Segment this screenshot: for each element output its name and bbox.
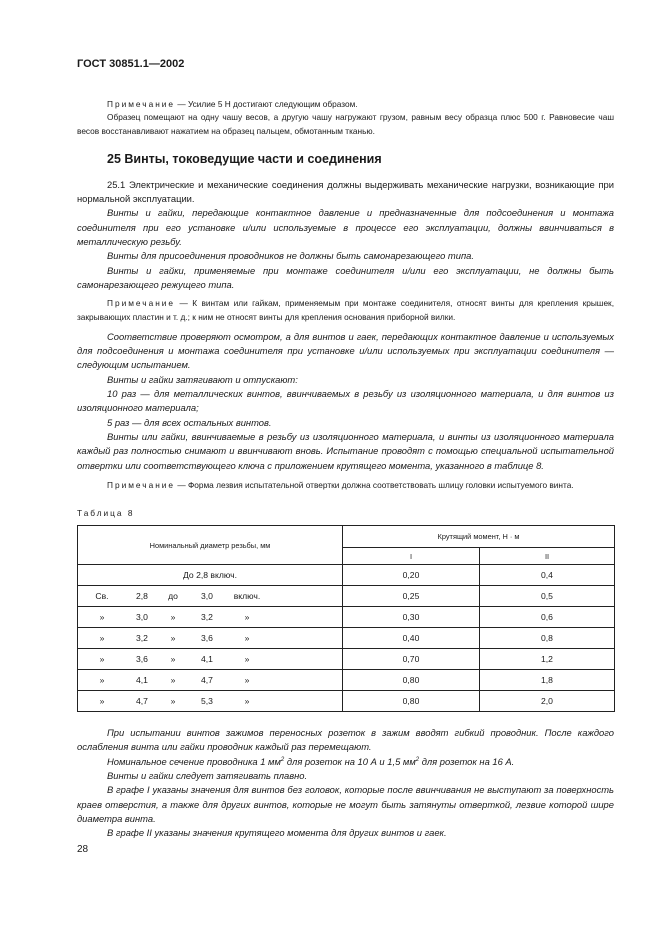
table-row <box>78 691 615 712</box>
cell-torque-I: 0,20 <box>343 565 480 586</box>
range-suffix: » <box>244 654 250 665</box>
range-from: 2,8 <box>136 591 148 602</box>
torque-table <box>77 525 615 712</box>
range-to: 5,3 <box>201 696 213 707</box>
cell-torque-I: 0,80 <box>343 691 480 712</box>
table-caption: Таблица 8 <box>77 508 135 519</box>
table-row <box>78 649 615 670</box>
paragraph-tighten-smoothly: Винты и гайки следует затягивать плавно. <box>107 770 308 782</box>
range-suffix: включ. <box>233 591 261 602</box>
paragraph-screws-cutting: Винты и гайки, применяемые при монтаже соединителя и/или его эксплуатации, не должны быть самонарезающего режущего типа. <box>77 264 614 290</box>
cell-diameter <box>78 691 343 712</box>
table-row <box>78 586 615 607</box>
range-to-label: » <box>170 633 176 644</box>
note-text: — К винтам или гайкам, применяемым при монтаже соединителя, относят винты для крепления крышек, закрывающих пластин и т. д.; к ним не относят винты для крепления основания приборной вилки. <box>77 298 614 322</box>
paragraph-test-procedure: Винты или гайки, ввинчиваемые в резьбу из изоляционного материала, и винты из изоляционного материала каждый раз полностью снимают и ввинчивают вновь. Испытание проводят с помощью специальной испытательной отвертки или соответствующего ключа с приложением крутящего момента, указанного в таблице 8. <box>77 430 614 471</box>
cell-diameter <box>78 670 343 691</box>
range-to: 4,7 <box>201 675 213 686</box>
cell-diameter: До 2,8 включ. <box>78 565 343 586</box>
cell-torque-I: 0,40 <box>343 628 480 649</box>
paragraph-cross-section <box>77 755 614 769</box>
paragraph-column-I: В графе I указаны значения для винтов без головок, которые после ввинчивания не выступают за поверхность краев отверстия, а также для других винтов, которые не могут быть затянуты отверткой, лезвие которой шире диаметра винта. <box>77 784 614 824</box>
superscript: 2 <box>280 756 285 763</box>
note-text: — Усилие 5 Н достигают следующим образом. <box>175 99 358 109</box>
page-content <box>77 98 614 841</box>
range-prefix: » <box>99 612 105 623</box>
range-to: 3,2 <box>201 612 213 623</box>
cell-torque-I: 0,70 <box>343 649 480 670</box>
paragraph-column-II: В графе II указаны значения крутящего момента для других винтов и гаек. <box>107 827 447 839</box>
paragraph-25-1: 25.1 Электрические и механические соединения должны выдерживать механические нагрузки, возникающие при нормальной эксплуатации. <box>77 178 614 205</box>
header-diameter: Номинальный диаметр резьбы, мм <box>78 526 343 565</box>
table-row <box>78 565 615 586</box>
range-suffix: » <box>244 612 250 623</box>
table-row <box>78 607 615 628</box>
range-to: 4,1 <box>201 654 213 665</box>
cell-diameter <box>78 628 343 649</box>
paragraph-screws-self-tapping: Винты для присоединения проводников не должны быть самонарезающего типа. <box>107 250 474 262</box>
page-number: 28 <box>77 844 89 855</box>
range-suffix: » <box>244 696 250 707</box>
paragraph-tighten: Винты и гайки затягивают и отпускают: <box>107 373 298 385</box>
header-col-I: I <box>343 548 480 565</box>
document-header: ГОСТ 30851.1—2002 <box>77 58 185 70</box>
paragraph-flexible-conductor: При испытании винтов зажимов переносных розеток в зажим вводят гибкий проводник. После каждого ослабления винта или гайки проводник каждый раз перемещают. <box>77 727 614 753</box>
range-to-label: » <box>170 696 176 707</box>
cross-section-text-3: для розеток на 16 А. <box>419 755 515 767</box>
range-from: 3,2 <box>136 633 148 644</box>
range-to-label: до <box>168 591 178 602</box>
range-prefix: » <box>99 633 105 644</box>
range-to: 3,0 <box>201 591 213 602</box>
paragraph-screws-contact: Винты и гайки, передающие контактное давление и предназначенные для подсоединения и монтажа соединителя при его установке и/или используемые в процессе его эксплуатации, должны ввинчиваться в металлическую резьбу. <box>77 207 614 248</box>
paragraph-10-times: 10 раз — для металлических винтов, ввинчиваемых в резьбу из изоляционного материала, и для винтов из изоляционного материала; <box>77 388 614 414</box>
cell-torque-II: 0,4 <box>480 565 615 586</box>
note-3 <box>77 479 614 492</box>
range-prefix: » <box>99 654 105 665</box>
range-from: 3,6 <box>136 654 148 665</box>
cell-torque-I: 0,80 <box>343 670 480 691</box>
superscript: 2 <box>415 756 420 763</box>
cell-torque-II: 2,0 <box>480 691 615 712</box>
note-label: Примечание <box>107 479 176 490</box>
section-title: 25 Винты, токоведущие части и соединения <box>107 151 382 166</box>
cell-torque-I: 0,30 <box>343 607 480 628</box>
range-to: 3,6 <box>201 633 213 644</box>
range-suffix: » <box>244 675 250 686</box>
cell-diameter <box>78 586 343 607</box>
cell-torque-II: 1,8 <box>480 670 615 691</box>
table-row <box>78 670 615 691</box>
cell-diameter <box>78 607 343 628</box>
range-from: 4,1 <box>136 675 148 686</box>
paragraph-compliance: Соответствие проверяют осмотром, а для винтов и гаек, передающих контактное давление и используемых для подсоединения и монтажа соединителя при установке и/или используемых при эксплуатации соединителя — следующим испытанием. <box>77 330 614 371</box>
note-1 <box>77 98 614 111</box>
cell-torque-II: 0,6 <box>480 607 615 628</box>
range-to-label: » <box>170 654 176 665</box>
cell-torque-I: 0,25 <box>343 586 480 607</box>
note-2 <box>77 297 614 324</box>
range-suffix: » <box>244 633 250 644</box>
cell-torque-II: 1,2 <box>480 649 615 670</box>
range-to-label: » <box>170 675 176 686</box>
cell-torque-II: 0,5 <box>480 586 615 607</box>
note-label: Примечание <box>107 298 176 309</box>
cell-torque-II: 0,8 <box>480 628 615 649</box>
range-from: 4,7 <box>136 696 148 707</box>
cross-section-text-2: для розеток на 10 А и 1,5 мм <box>284 755 416 767</box>
cell-diameter <box>78 649 343 670</box>
note-text: — Форма лезвия испытательной отвертки должна соответствовать шлицу головки испытуемого винта. <box>175 479 574 490</box>
header-torque: Крутящий момент, Н · м <box>343 526 615 548</box>
header-col-II: II <box>480 548 615 565</box>
range-prefix: » <box>99 696 105 707</box>
table-row <box>78 628 615 649</box>
note-1-continuation: Образец помещают на одну чашу весов, а другую чашу нагружают грузом, равным весу образца плюс 500 г. Равновесие чаш весов восстанавливают нажатием на образец пальцем, обмотанным тканью. <box>77 112 614 136</box>
range-prefix: » <box>99 675 105 686</box>
cross-section-text-1: Номинальное сечение проводника 1 мм <box>107 755 281 767</box>
range-prefix: Св. <box>95 591 109 602</box>
paragraph-5-times: 5 раз — для всех остальных винтов. <box>107 416 272 428</box>
note-label: Примечание <box>107 99 176 109</box>
range-from: 3,0 <box>136 612 148 623</box>
range-to-label: » <box>170 612 176 623</box>
